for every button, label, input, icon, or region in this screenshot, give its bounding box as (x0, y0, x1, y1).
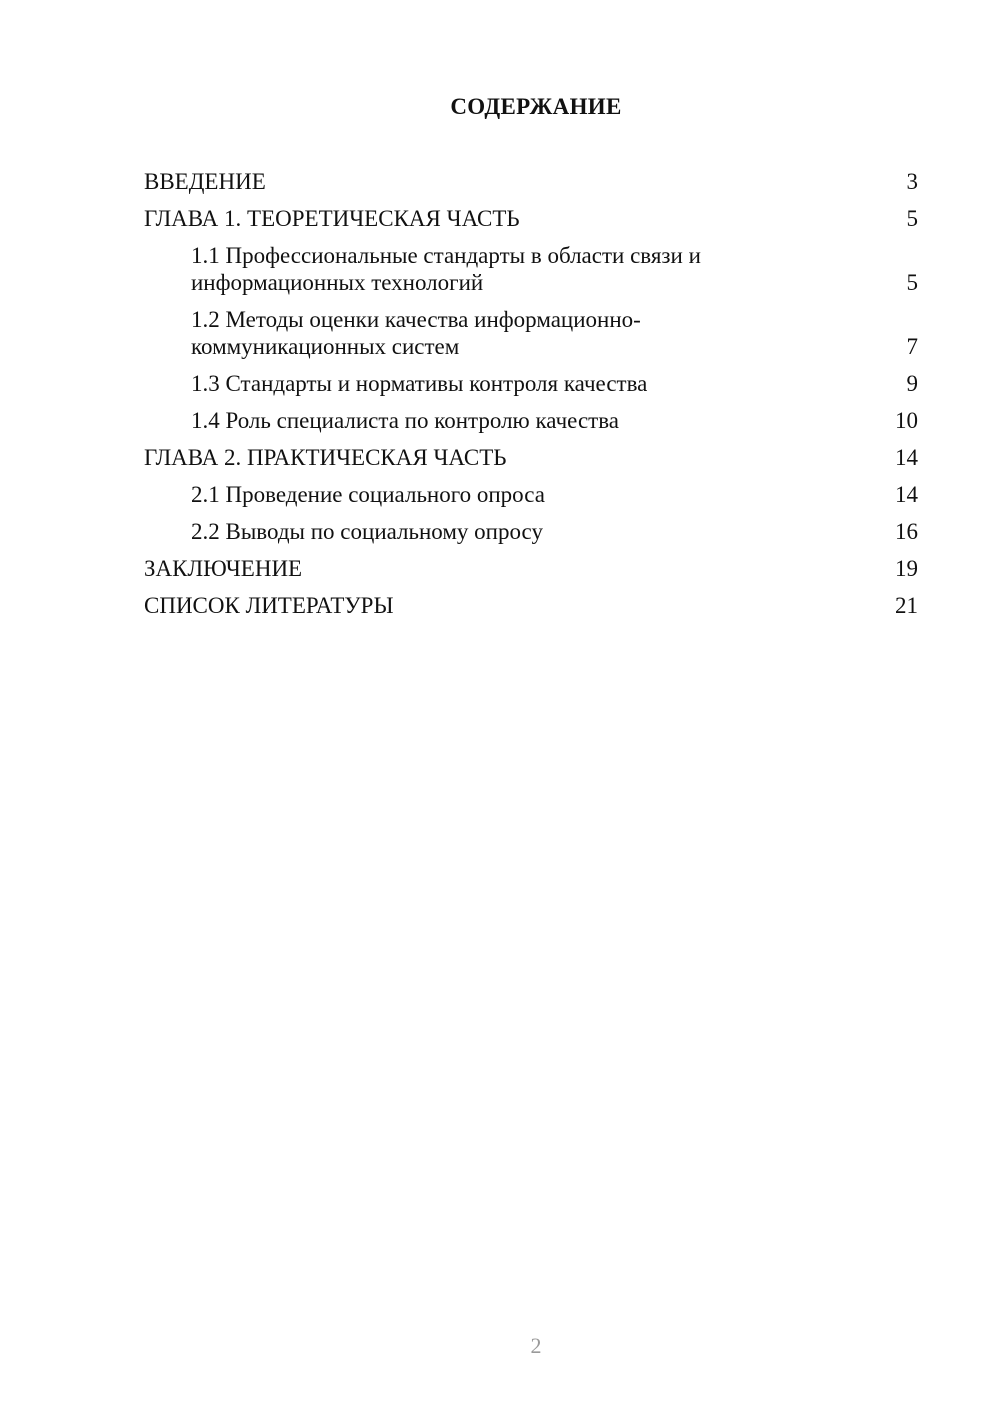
toc-entry-title: ГЛАВА 2. ПРАКТИЧЕСКАЯ ЧАСТЬ (144, 445, 507, 470)
toc-entry-title: ГЛАВА 1. ТЕОРЕТИЧЕСКАЯ ЧАСТЬ (144, 206, 520, 231)
toc-entry-page: 9 (906, 371, 918, 396)
toc-entry-title: ЗАКЛЮЧЕНИЕ (144, 556, 303, 581)
toc-entry (144, 592, 918, 619)
toc-entry-title: ВВЕДЕНИЕ (144, 169, 266, 194)
toc-entry-page: 14 (895, 445, 918, 470)
toc-entry-title: 1.2 Методы оценки качества информационно-коммуникационных систем (191, 307, 641, 359)
toc-entry-page: 3 (906, 169, 918, 194)
table-of-contents (144, 168, 918, 629)
toc-entry-title: 2.2 Выводы по социальному опросу (191, 519, 543, 544)
toc-entry (144, 370, 918, 397)
toc-entry-title: 1.1 Профессиональные стандарты в области связи и информационных технологий (191, 243, 701, 295)
toc-entry-page: 7 (906, 334, 918, 359)
toc-entry-title: 1.4 Роль специалиста по контролю качества (191, 408, 619, 433)
toc-entry-title: 1.3 Стандарты и нормативы контроля качества (191, 371, 648, 396)
toc-entry-page: 21 (895, 593, 918, 618)
page-title: СОДЕРЖАНИЕ (450, 94, 622, 119)
toc-entry (144, 407, 918, 434)
toc-entry (144, 205, 918, 232)
toc-entry (144, 481, 918, 508)
toc-entry (144, 444, 918, 471)
toc-entry-title: 2.1 Проведение социального опроса (191, 482, 545, 507)
toc-entry-page: 10 (895, 408, 918, 433)
toc-entry-page: 19 (895, 556, 918, 581)
toc-entry-page: 5 (906, 206, 918, 231)
toc-entry-page: 14 (895, 482, 918, 507)
page-number: 2 (530, 1333, 542, 1358)
toc-entry (144, 555, 918, 582)
toc-entry-page: 5 (906, 270, 918, 295)
toc-entry (144, 518, 918, 545)
toc-entry-page: 16 (895, 519, 918, 544)
toc-entry (144, 306, 918, 360)
toc-entry (144, 168, 918, 195)
toc-entry-title: СПИСОК ЛИТЕРАТУРЫ (144, 593, 394, 618)
toc-entry (144, 242, 918, 296)
